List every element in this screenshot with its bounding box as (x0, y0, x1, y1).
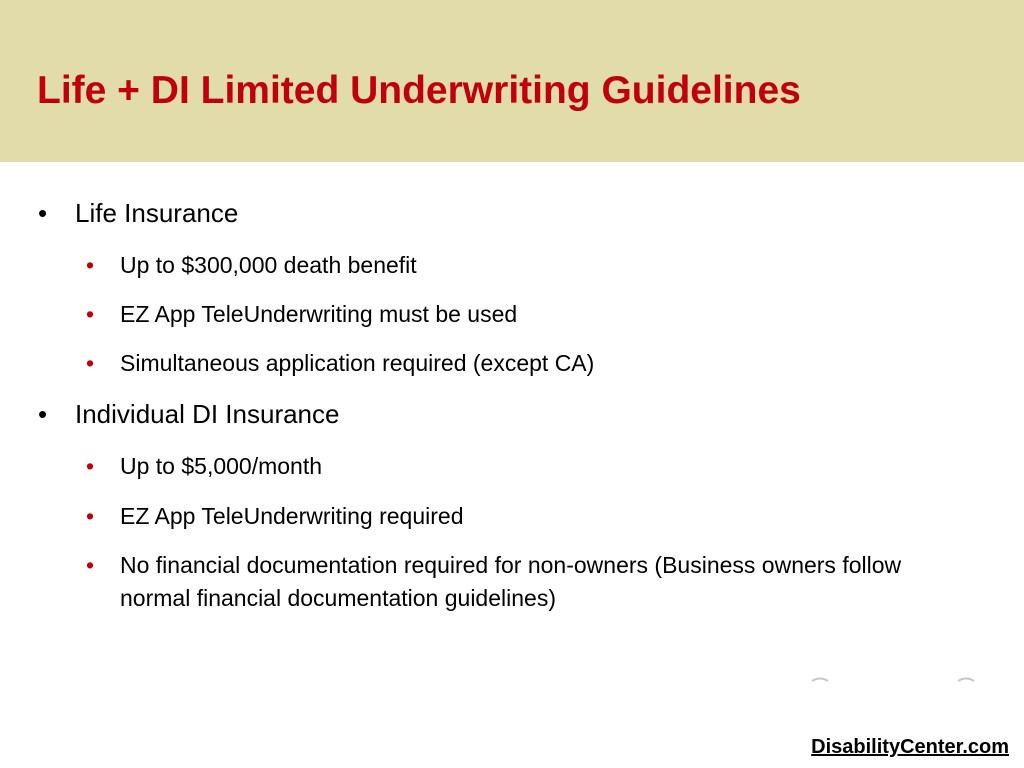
sub-bullet-text: Simultaneous application required (except CA) (120, 350, 595, 376)
footer-website-link[interactable]: DisabilityCenter.com (811, 736, 1009, 758)
sub-bullet-marker: • (86, 301, 95, 327)
sub-bullet-marker: • (86, 503, 95, 529)
title-banner (0, 0, 1024, 162)
sub-bullet-text: EZ App TeleUnderwriting must be used (120, 301, 518, 327)
sub-bullet-text: Up to $5,000/month (120, 453, 323, 479)
sub-bullet-marker: • (86, 252, 95, 278)
bullet-label: Life Insurance (75, 198, 239, 228)
slide-title: Life + DI Limited Underwriting Guidelines (37, 69, 801, 112)
bullet-label: Individual DI Insurance (75, 399, 340, 429)
sub-bullet-marker: • (86, 350, 95, 376)
sub-bullet-marker: • (86, 552, 95, 578)
sub-bullet-text: No financial documentation required for non-owners (Business owners follow normal financial documentation guidelines) (120, 552, 902, 611)
bullet-marker: • (38, 198, 48, 228)
sub-bullet-text: Up to $300,000 death benefit (120, 252, 417, 278)
bullet-marker: • (38, 399, 48, 429)
decorative-arcs (808, 676, 978, 682)
sub-bullet-marker: • (86, 453, 95, 479)
sub-bullet-text: EZ App TeleUnderwriting required (120, 503, 464, 529)
